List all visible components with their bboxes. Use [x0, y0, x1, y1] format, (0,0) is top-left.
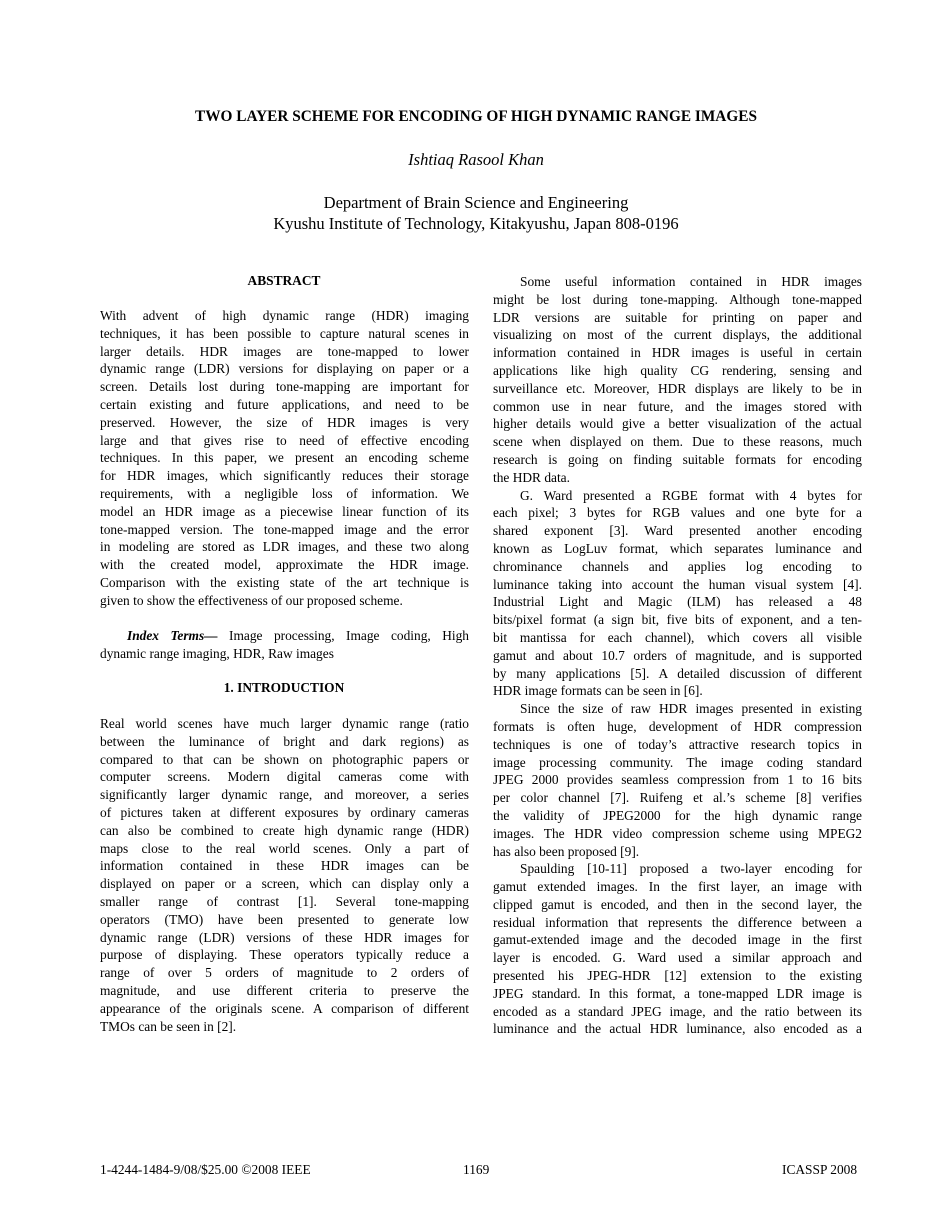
text-line: research is going on finding suitable formats for encoding	[493, 451, 862, 467]
text-line: magnitude, and use different criteria to preserve the	[100, 982, 469, 998]
text-line: information contained in HDR images is useful in certain	[493, 345, 862, 361]
text-line: certain existing and future applications, and need to be	[100, 396, 469, 412]
text-line: dynamic range (LDR) versions for displaying on paper or a	[100, 361, 469, 377]
index-terms-text-cont: dynamic range imaging, HDR, Raw images	[100, 645, 334, 661]
text-line: visualizing on most of the current displays, the additional	[493, 327, 862, 343]
text-line: range of over 5 orders of magnitude to 2 orders of	[100, 965, 469, 981]
text-line: With advent of high dynamic range (HDR) imaging	[100, 308, 469, 323]
text-line: can also be combined to create high dynamic range (HDR)	[100, 822, 469, 838]
text-line: presented his JPEG-HDR [12] extension to the existing	[493, 968, 862, 984]
text-line: applications like high quality CG rendering, sensing and	[493, 362, 862, 378]
text-line: compared to that can be shown on photographic papers or	[100, 751, 469, 767]
text-line: between the luminance of bright and dark regions) as	[100, 733, 469, 749]
text-line: Spaulding [10-11] proposed a two-layer encoding for	[520, 861, 862, 877]
abstract-body	[100, 307, 469, 610]
text-line: bit mantissa for each channel), which covers all visible	[493, 629, 862, 645]
text-line: techniques, it has been possible to capture natural scenes in	[100, 325, 469, 341]
text-line: of pictures taken at different exposures by ordinary cameras	[100, 804, 469, 820]
text-line: the validity of JPEG2000 for the high dynamic range	[493, 807, 862, 823]
text-line: images. The HDR video compression scheme using MPEG2	[493, 825, 862, 841]
index-terms-text: Image processing, Image coding, High	[217, 628, 469, 643]
text-line: Industrial Light and Magic (ILM) has released a 48	[493, 594, 862, 610]
affiliation-department: Department of Brain Science and Engineering	[323, 193, 629, 212]
text-line: LDR versions are suitable for printing on paper and	[493, 309, 862, 325]
text-line: dynamic range (LDR) versions of these HDR images for	[100, 929, 469, 945]
author-name: Ishtiaq Rasool Khan	[408, 150, 544, 169]
text-line: per color channel [7]. Ruifeng et al.’s scheme [8] verifies	[493, 790, 862, 806]
text-line: luminance and the actual HDR luminance, also encoded as a	[493, 1021, 862, 1037]
text-line: screen. Details lost during tone-mapping are important for	[100, 379, 469, 395]
text-line: residual information that represents the difference between a	[493, 914, 862, 930]
text-line: scene when displayed on them. Due to these reasons, much	[493, 434, 862, 450]
paper-title: TWO LAYER SCHEME FOR ENCODING OF HIGH DYNAMIC RANGE IMAGES	[195, 108, 757, 125]
text-line: model an HDR image as a piecewise linear function of its	[100, 503, 469, 519]
text-line: techniques. In this paper, we present an encoding scheme	[100, 450, 469, 466]
text-line: Comparison with the existing state of the art technique is	[100, 574, 469, 590]
text-line: each pixel; 3 bytes for RGB values and one byte for a	[493, 505, 862, 521]
right-column-body	[493, 273, 862, 1038]
text-line: JPEG 2000 provides seamless compression from 1 to 16 bits	[493, 772, 862, 788]
text-line: by many applications [5]. A detailed discussion of different	[493, 665, 862, 681]
text-line: large and that gives rise to need of effective encoding	[100, 432, 469, 448]
text-line: clipped gamut is encoded, and then in the second layer, the	[493, 896, 862, 912]
text-line: has also been proposed [9].	[493, 843, 640, 859]
text-line: common use in near future, and the images stored with	[493, 398, 862, 414]
text-line: image processing community. The image coding standard	[493, 754, 862, 770]
paragraph	[493, 860, 862, 1038]
text-line: appearance of the originals scene. A comparison of different	[100, 1000, 469, 1016]
text-line: computer screens. Modern digital cameras come with	[100, 769, 469, 785]
text-line: gamut extended images. In the first layer, an image with	[493, 879, 862, 895]
text-line: higher details would give a better visualization of the actual	[493, 416, 862, 432]
text-line: Since the size of raw HDR images presented in existing	[520, 701, 862, 717]
index-terms	[100, 627, 469, 663]
introduction-heading: 1. INTRODUCTION	[223, 680, 345, 695]
text-line: surveillance etc. Moreover, HDR displays are likely to be in	[493, 380, 862, 396]
text-line: the HDR data.	[493, 469, 570, 485]
footer-copyright: 1-4244-1484-9/08/$25.00 ©2008 IEEE	[100, 1162, 311, 1177]
text-line: displayed on paper or a screen, which can display only a	[100, 876, 469, 892]
text-line: for HDR images, which significantly reduces their storage	[100, 468, 469, 484]
text-line: JPEG standard. In this format, a tone-mapped LDR image is	[493, 985, 862, 1001]
footer-page-number: 1169	[463, 1162, 490, 1177]
text-line: chrominance channels and applies log encoding to	[493, 558, 862, 574]
text-line: larger details. HDR images are tone-mapped to lower	[100, 343, 469, 359]
paragraph	[493, 487, 862, 701]
text-line: TMOs can be seen in [2].	[100, 1018, 237, 1034]
text-line: known as LogLuv format, which separates luminance and	[493, 540, 862, 556]
paragraph	[100, 715, 469, 1035]
text-line: maps close to the real world scenes. Only a part of	[100, 840, 469, 856]
abstract-heading: ABSTRACT	[247, 273, 321, 288]
text-line: luminance taking into account the human visual system [4].	[493, 576, 862, 592]
text-line: requirements, with a negligible loss of information. We	[100, 485, 469, 501]
text-line: HDR image formats can be seen in [6].	[493, 683, 703, 699]
text-line: G. Ward presented a RGBE format with 4 bytes for	[520, 487, 862, 503]
paragraph	[493, 273, 862, 487]
text-line: layer is encoded. G. Ward used a similar approach and	[493, 950, 862, 966]
text-line: might be lost during tone-mapping. Although tone-mapped	[493, 291, 862, 307]
text-line: smaller range of contrast [1]. Several tone-mapping	[100, 893, 469, 909]
text-line: given to show the effectiveness of our proposed scheme.	[100, 592, 403, 608]
introduction-body	[100, 715, 469, 1035]
text-line: Some useful information contained in HDR images	[520, 274, 862, 289]
text-line: shared exponent [3]. Ward presented another encoding	[493, 523, 862, 539]
text-line: Real world scenes have much larger dynamic range (ratio	[100, 716, 469, 731]
paragraph	[100, 307, 469, 610]
paragraph	[493, 700, 862, 860]
text-line: gamut and about 10.7 orders of magnitude, and is supported	[493, 647, 862, 663]
text-line: gamut-extended image and the decoded image in the first	[493, 932, 862, 948]
text-line: purpose of displaying. These operators typically reduce a	[100, 947, 469, 963]
footer-conference: ICASSP 2008	[782, 1162, 858, 1177]
text-line: encoded as a standard JPEG image, and the ratio between its	[493, 1003, 862, 1019]
index-terms-label: Index Terms—	[127, 628, 218, 643]
affiliation-institute: Kyushu Institute of Technology, Kitakyushu, Japan 808-0196	[273, 214, 679, 233]
text-line: formats is often huge, development of HDR compression	[493, 718, 862, 734]
text-line: operators (TMO) have been presented to generate low	[100, 911, 469, 927]
text-line: preserved. However, the size of HDR images is very	[100, 414, 469, 430]
text-line: techniques is one of today’s attractive research topics in	[493, 736, 862, 752]
text-line: in modeling are stored as LDR images, and these two along	[100, 539, 469, 555]
text-line: significantly larger dynamic range, and moreover, a series	[100, 787, 469, 803]
text-line: information contained in these HDR images can be	[100, 858, 469, 874]
text-line: bits/pixel format (a sign bit, five bits of exponent, and a ten-	[493, 612, 862, 628]
text-line: with the created model, approximate the HDR image.	[100, 557, 469, 573]
text-line: tone-mapped version. The tone-mapped image and the error	[100, 521, 469, 537]
